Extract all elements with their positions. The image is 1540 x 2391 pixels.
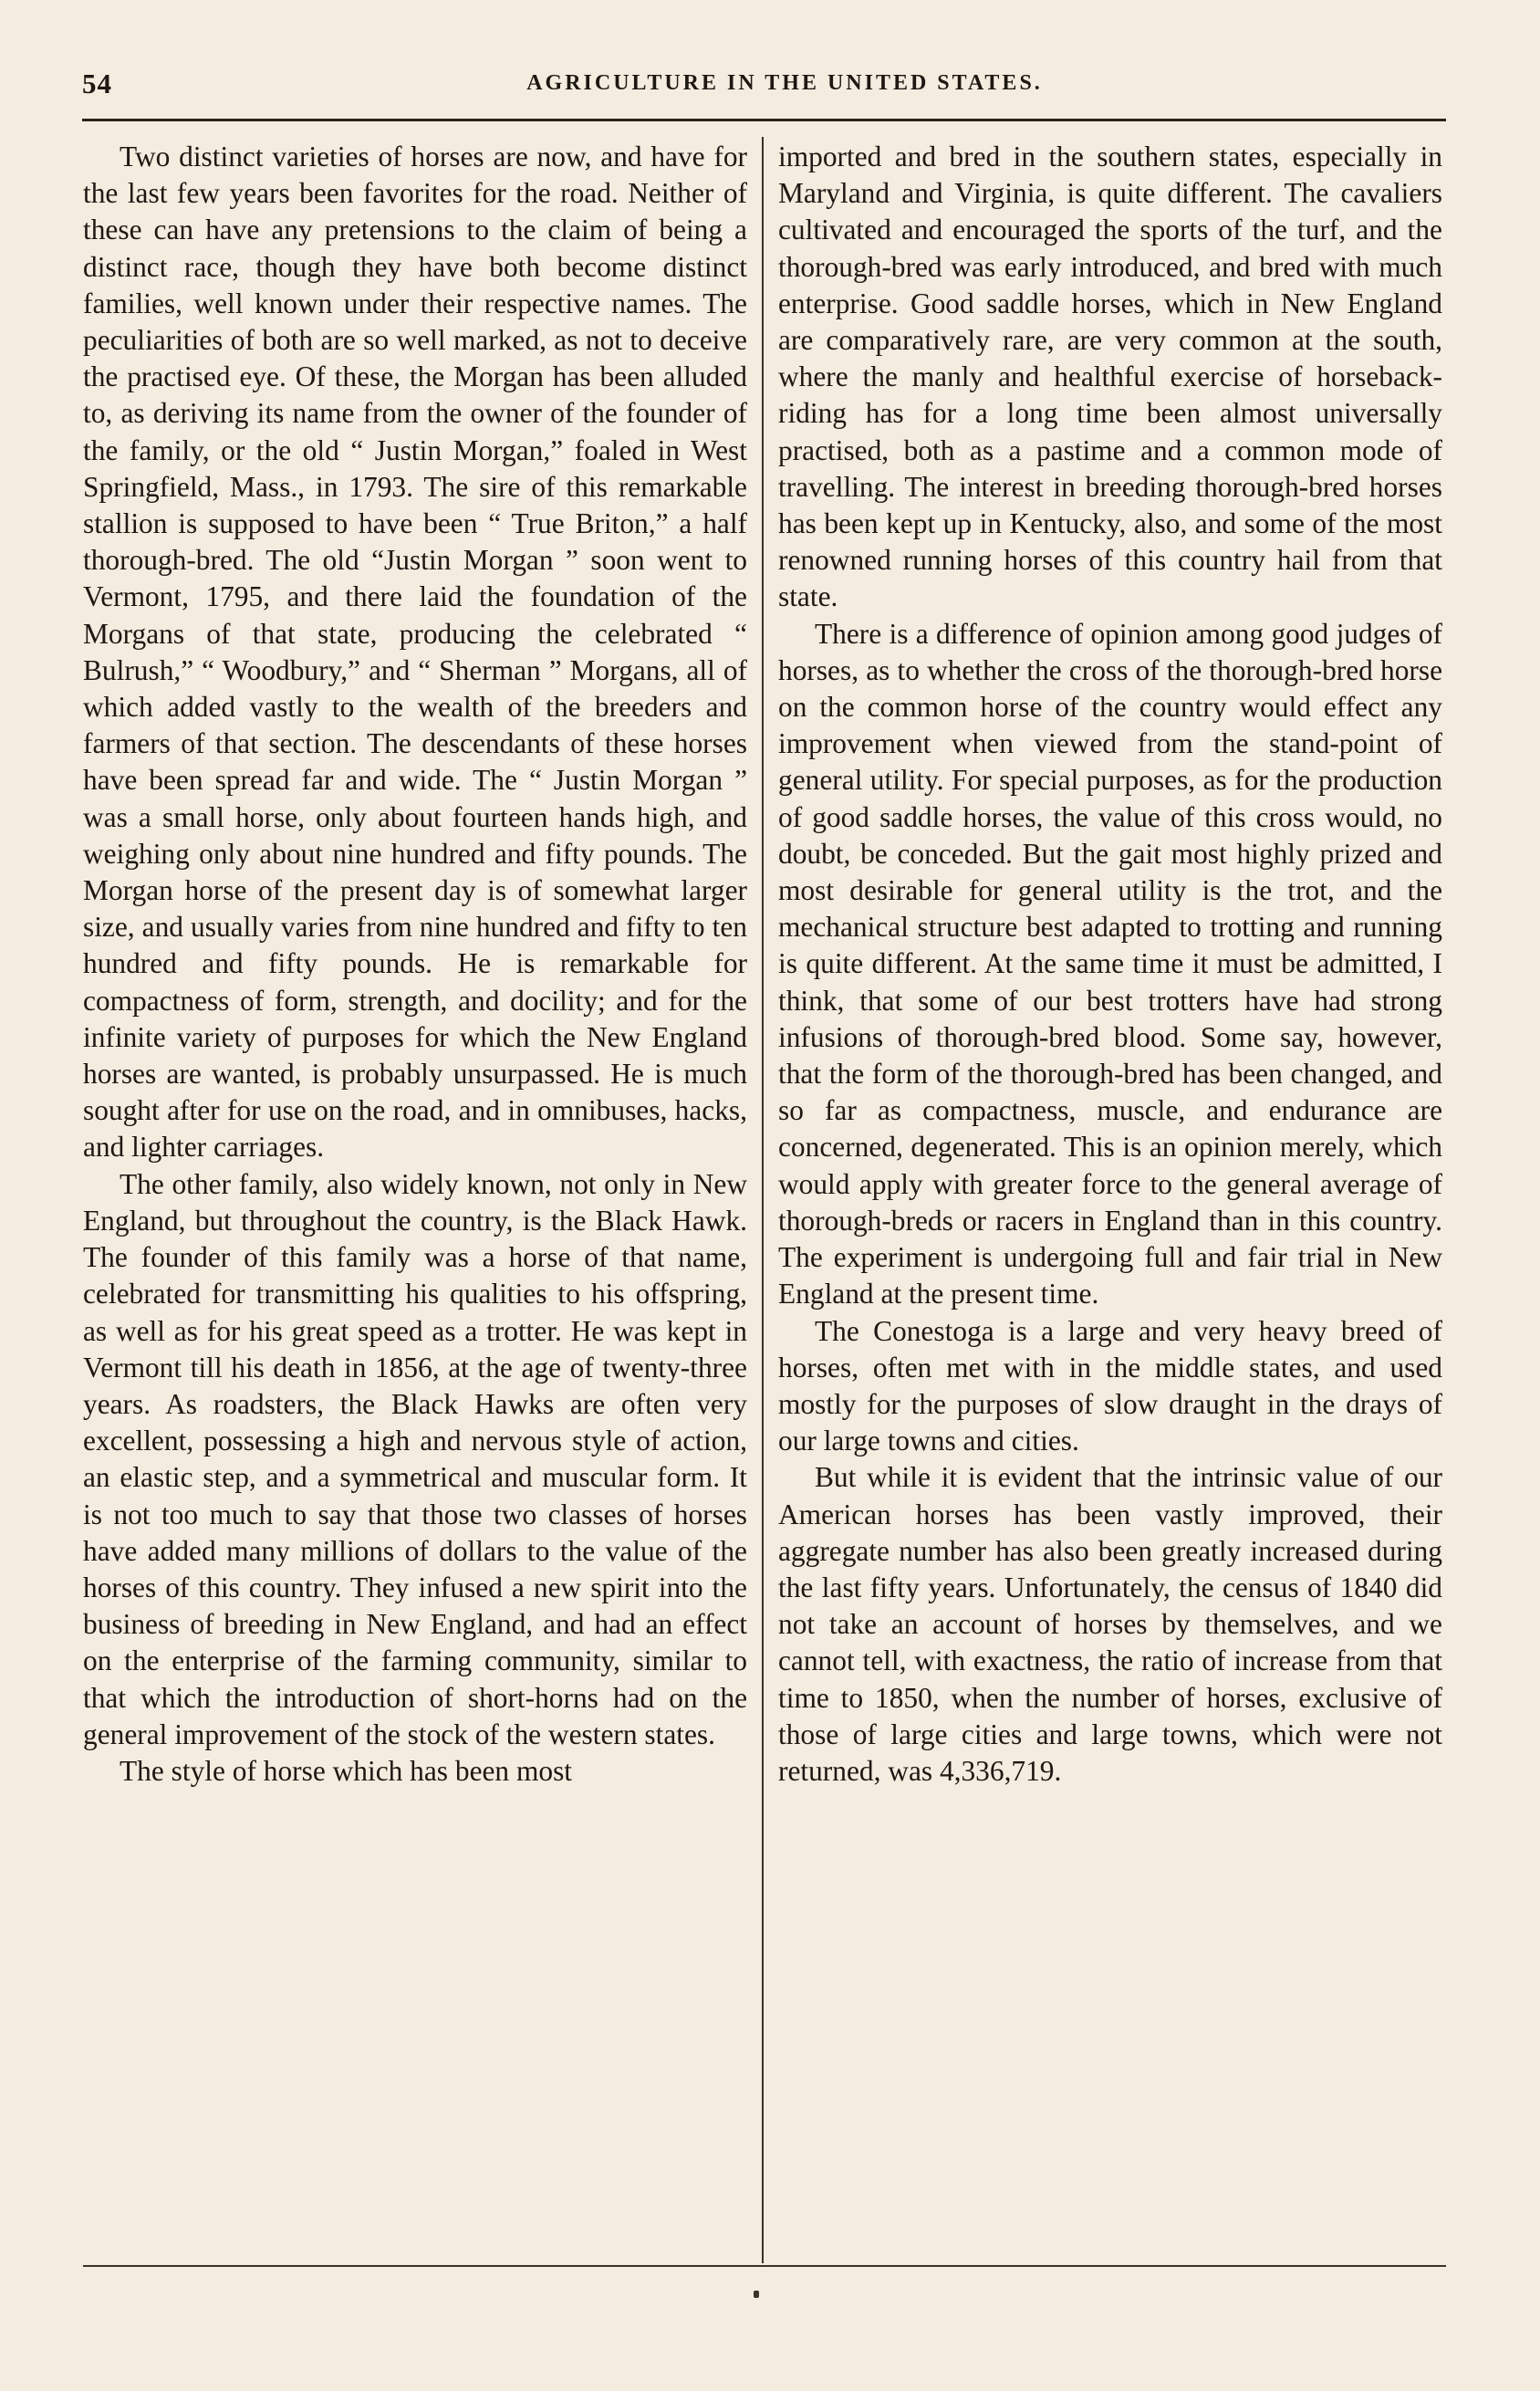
column-divider [762,137,764,2263]
paragraph-census: But while it is evident that the intrinsic value of our American horses has been vastly improved, their aggregate number has also been greatly increased during the last fifty years. Unfortunately, the census of 1840 did not take an account of horses by themselves, and we cannot tell, with exactness, the ratio of increase from that time to 1850, when the number of horses, exclusive of those of large cities and large towns, which were not returned, was 4,336,719. [778,1461,1442,1787]
paragraph-black-hawk: The other family, also widely known, not only in New England, but throughout the country, is the Black Hawk. The founder of this family was a horse of that name, celebrated for transmitting his qualities to his offspring, as well as for his great speed as a trotter. He was kept in Vermont till his death in 1856, at the age of twenty-three years. As roadsters, the Black Hawks are often very excellent, possessing a high and nervous style of action, an elastic step, and a symmetrical and muscular form. It is not too much to say that those two classes of horses have added many millions of dollars to the value of the horses of this country. They infused a new spirit into the business of breeding in New England, and had an effect on the enterprise of the farming community, similar to that which the introduction of short-horns had on the general improvement of the stock of the western states. [83,1167,747,1750]
paragraph-style-start: The style of horse which has been most [120,1754,573,1787]
printer-mark [754,2291,759,2298]
paragraph-thorough-bred-cross: There is a difference of opinion among good judges of horses, as to whether the cross of the thorough-bred horse on the common horse of the country would effect any improvement when viewed from the stand-point of general utility. For special purposes, as for the production of good saddle horses, the value of this cross would, no doubt, be conceded. But the gait most highly prized and most desirable for general utility is the trot, and the mechanical structure best adapted to trotting and running is quite different. At the same time it must be admitted, I think, that some of our best trotters have had strong infusions of thorough-bred blood. Some say, however, that the form of the thorough-bred has been changed, and so far as compactness, muscle, and endurance are concerned, degenerated. This is an opinion merely, which would apply with greater force to the general average of thorough-breds or racers in England than in this country. The experiment is undergoing full and fair trial in New England at the present time. [778,617,1442,1310]
running-title: AGRICULTURE IN THE UNITED STATES. [526,71,1043,95]
page-header [82,68,1451,113]
paragraph-conestoga: The Conestoga is a large and very heavy breed of horses, often met with in the middle states, and used mostly for the purposes of slow draught in the drays of our large towns and cities. [778,1314,1442,1457]
bottom-rule [83,2265,1446,2267]
header-rule [82,119,1446,121]
paragraph-style-continued: imported and bred in the southern states, especially in Maryland and Virginia, is quite different. The cavaliers cultivated and encouraged the sports of the turf, and the thorough-bred was early introduced, and bred with much enterprise. Good saddle horses, which in New England are comparatively rare, are very common at the south, where the manly and healthful exercise of horseback-riding has for a long time been almost universally practised, both as a pastime and a common mode of travelling. The interest in breeding thorough-bred horses has been kept up in Kentucky, also, and some of the most renowned running horses of this country hail from that state. [778,141,1442,613]
right-column [778,139,1442,1790]
page-number: 54 [82,68,112,99]
paragraph-morgan: Two distinct varieties of horses are now, and have for the last few years been favorites for the road. Neither of these can have any pretensions to the claim of being a distinct race, though they have both become distinct families, well known under their respective names. The peculiarities of both are so well marked, as not to deceive the practised eye. Of these, the Morgan has been alluded to, as deriving its name from the owner of the founder of the family, or the old “ Justin Morgan,” foaled in West Springfield, Mass., in 1793. The sire of this remarkable stallion is supposed to have been “ True Briton,” a half thorough-bred. The old “Justin Morgan ” soon went to Vermont, 1795, and there laid the foundation of the Morgans of that state, producing the celebrated “ Bulrush,” “ Woodbury,” and “ Sherman ” Morgans, all of which added vastly to the wealth of the breeders and farmers of that section. The descendants of these horses have been spread far and wide. The “ Justin Morgan ” was a small horse, only about fourteen hands high, and weighing only about nine hundred and fifty pounds. The Morgan horse of the present day is of somewhat larger size, and usually varies from nine hundred and fifty to ten hundred and fifty pounds. He is remarkable for compactness of form, strength, and docility; and for the infinite variety of purposes for which the New England horses are wanted, is probably unsurpassed. He is much sought after for use on the road, and in omnibuses, hacks, and lighter carriages. [83,141,747,1164]
left-column [83,139,747,1790]
